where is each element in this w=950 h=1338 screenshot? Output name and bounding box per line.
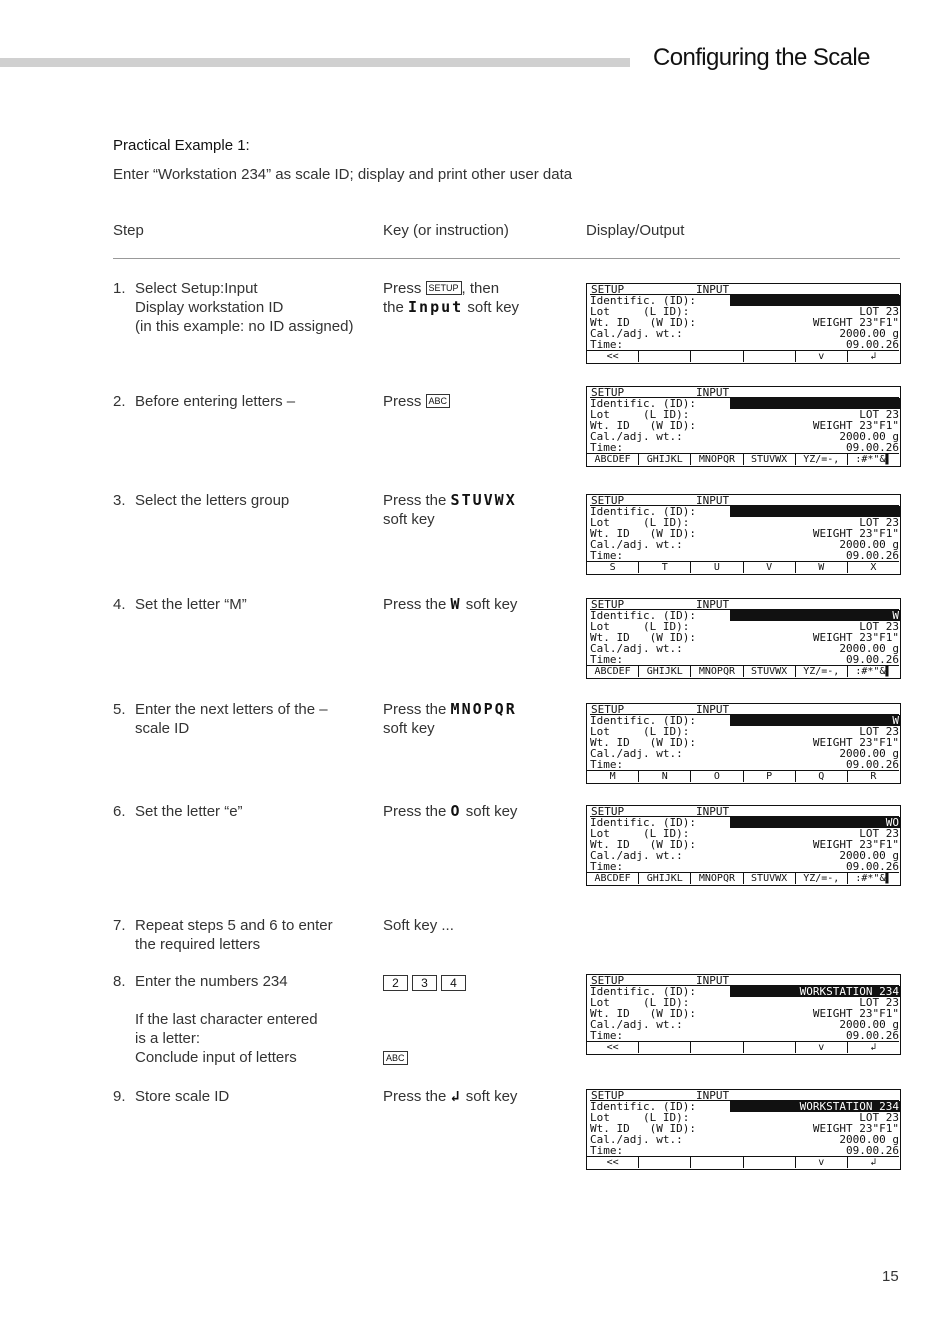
lcd-row-value: 2000.00 g	[839, 538, 899, 551]
lcd-row-label: Time:	[590, 1144, 624, 1157]
lcd-softkey[interactable]: V	[744, 562, 796, 573]
step-text: Store scale ID	[135, 1088, 230, 1105]
lcd-row-label: Time:	[590, 758, 624, 771]
key-text: Press the	[383, 596, 447, 613]
step-number: 4.	[113, 596, 126, 613]
lcd-row-label: Cal./adj. wt.:	[590, 430, 683, 443]
lcd-header-left: SETUP	[591, 974, 625, 987]
lcd-softkey[interactable]: ABCDEF	[587, 454, 639, 465]
lcd-display	[586, 386, 901, 467]
lcd-softkey[interactable]: STUVWX	[744, 666, 796, 677]
lcd-row-value: 09.00.26	[846, 860, 899, 873]
lcd-softkey[interactable]: GHIJKL	[639, 666, 691, 677]
mnopqr-softkey-label: MNOPQR	[450, 700, 517, 718]
lcd-row-value: LOT 23	[859, 408, 899, 421]
lcd-display	[586, 974, 901, 1055]
step-text: Before entering letters –	[135, 393, 296, 410]
lcd-row-label: Wt. ID (W ID):	[590, 419, 696, 432]
lcd-softkey-bar	[587, 1156, 899, 1168]
lcd-softkey[interactable]	[639, 351, 691, 362]
lcd-row-label: Lot (L ID):	[590, 408, 690, 421]
lcd-row-value: LOT 23	[859, 827, 899, 840]
page-number: 15	[882, 1268, 899, 1285]
lcd-row-label: Time:	[590, 549, 624, 562]
enter-softkey-label: ↲	[450, 1087, 462, 1105]
lcd-row-label: Wt. ID (W ID):	[590, 838, 696, 851]
step-text: is a letter:	[135, 1030, 201, 1047]
lcd-row-label: Time:	[590, 1029, 624, 1042]
key-text: Press the	[383, 803, 447, 820]
lcd-row-label: Time:	[590, 338, 624, 351]
header-bar	[0, 58, 630, 67]
lcd-row-value: 2000.00 g	[839, 430, 899, 443]
step-number: 6.	[113, 803, 126, 820]
step-text: Select the letters group	[135, 492, 290, 509]
lcd-softkey[interactable]: N	[639, 771, 691, 782]
lcd-row	[590, 1145, 899, 1156]
step-spacer	[135, 991, 318, 1010]
lcd-row-value: 09.00.26	[846, 441, 899, 454]
lcd-softkey[interactable]: <<	[587, 351, 639, 362]
example-subtitle: Enter “Workstation 234” as scale ID; display and print other user data	[113, 166, 573, 183]
step-text: Enter the numbers 234	[135, 973, 288, 990]
key-text: Press	[383, 393, 422, 410]
lcd-row-value: LOT 23	[859, 725, 899, 738]
lcd-softkey[interactable]: X	[870, 562, 877, 573]
lcd-row-label: Time:	[590, 860, 624, 873]
lcd-row-value: WEIGHT 23"F1"	[812, 316, 899, 329]
lcd-row-label: Wt. ID (W ID):	[590, 736, 696, 749]
lcd-softkey[interactable]: :#*"&▌	[855, 454, 892, 465]
lcd-softkey[interactable]: O	[691, 771, 743, 782]
lcd-row-value: 09.00.26	[846, 758, 899, 771]
header-rule	[113, 258, 900, 259]
step-text: Set the letter “e”	[135, 803, 243, 820]
lcd-softkey[interactable]: YZ/=-,	[796, 873, 848, 884]
key-text: Press	[383, 280, 422, 297]
step-text: Set the letter “M”	[135, 596, 247, 613]
lcd-row	[590, 1030, 899, 1041]
lcd-softkey[interactable]: M	[587, 771, 639, 782]
lcd-row-value: LOT 23	[859, 305, 899, 318]
step-number: 7.	[113, 917, 126, 934]
lcd-header-left: SETUP	[591, 598, 625, 611]
lcd-row-value: 09.00.26	[846, 653, 899, 666]
lcd-header-right: INPUT	[696, 494, 730, 507]
lcd-header-left: SETUP	[591, 1089, 625, 1102]
lcd-softkey[interactable]: v	[796, 1157, 848, 1168]
step-number: 2.	[113, 393, 126, 410]
lcd-row-label: Cal./adj. wt.:	[590, 1018, 683, 1031]
lcd-softkey-bar	[587, 665, 899, 677]
lcd-row-label: Wt. ID (W ID):	[590, 1007, 696, 1020]
lcd-softkey[interactable]	[744, 1042, 796, 1053]
key-instruction-2	[383, 392, 450, 411]
lcd-row-label: Time:	[590, 653, 624, 666]
lcd-row	[590, 759, 899, 770]
lcd-row-value: 2000.00 g	[839, 747, 899, 760]
key-text: soft key	[383, 511, 435, 528]
step-text: If the last character entered	[135, 1011, 318, 1028]
lcd-row-label: Lot (L ID):	[590, 620, 690, 633]
column-header-key: Key (or instruction)	[383, 222, 509, 239]
lcd-softkey[interactable]: R	[870, 771, 877, 782]
lcd-row	[590, 339, 899, 350]
key-instruction-8b	[383, 1049, 408, 1068]
lcd-softkey[interactable]: <<	[587, 1042, 639, 1053]
lcd-header-right: INPUT	[696, 805, 730, 818]
lcd-id-input-field[interactable]: WORKSTATION 234	[730, 986, 901, 997]
lcd-row-value: LOT 23	[859, 516, 899, 529]
lcd-softkey[interactable]: v	[796, 351, 848, 362]
step-text: Conclude input of letters	[135, 1049, 297, 1066]
lcd-display	[586, 805, 901, 886]
lcd-softkey-bar	[587, 561, 899, 573]
page-title: Configuring the Scale	[653, 44, 870, 71]
lcd-row-value: WEIGHT 23"F1"	[812, 1007, 899, 1020]
lcd-softkey[interactable]: ABCDEF	[587, 873, 639, 884]
lcd-row-value: 2000.00 g	[839, 327, 899, 340]
number-key-2[interactable]: 2	[383, 975, 408, 991]
lcd-softkey[interactable]: GHIJKL	[639, 454, 691, 465]
key-text: soft key	[465, 1088, 518, 1105]
lcd-row-value: LOT 23	[859, 996, 899, 1009]
lcd-row-label: Identific. (ID):	[590, 397, 696, 410]
key-text: soft key	[465, 596, 518, 613]
lcd-softkey[interactable]	[744, 1157, 796, 1168]
lcd-softkey-bar	[587, 872, 899, 884]
lcd-softkey[interactable]: :#*"&▌	[855, 873, 892, 884]
lcd-row-label: Wt. ID (W ID):	[590, 527, 696, 540]
lcd-softkey[interactable]: STUVWX	[744, 873, 796, 884]
lcd-header-right: INPUT	[696, 974, 730, 987]
setup-key[interactable]: SETUP	[426, 281, 462, 295]
lcd-row-value: WEIGHT 23"F1"	[812, 736, 899, 749]
lcd-row-value: 09.00.26	[846, 549, 899, 562]
column-header-display: Display/Output	[586, 222, 685, 239]
lcd-row-label: Cal./adj. wt.:	[590, 1133, 683, 1146]
lcd-header-right: INPUT	[696, 1089, 730, 1102]
lcd-softkey[interactable]: ↲	[870, 351, 877, 362]
lcd-softkey[interactable]: U	[691, 562, 743, 573]
lcd-row-value: 09.00.26	[846, 1029, 899, 1042]
key-text: soft key	[465, 803, 518, 820]
lcd-softkey[interactable]: MNOPQR	[691, 873, 743, 884]
lcd-row-value: WEIGHT 23"F1"	[812, 419, 899, 432]
lcd-softkey-bar	[587, 350, 899, 362]
key-text: soft key	[467, 299, 520, 316]
number-key-4[interactable]: 4	[441, 975, 466, 991]
abc-key[interactable]: ABC	[383, 1051, 408, 1065]
lcd-softkey[interactable]	[639, 1042, 691, 1053]
lcd-row-label: Time:	[590, 441, 624, 454]
key-instruction-4	[383, 595, 517, 614]
lcd-softkey[interactable]	[639, 1157, 691, 1168]
lcd-row-label: Identific. (ID):	[590, 505, 696, 518]
step-text: Repeat steps 5 and 6 to enter	[135, 917, 333, 934]
lcd-softkey-bar	[587, 1041, 899, 1053]
lcd-id-input-field[interactable]: W	[730, 715, 901, 726]
lcd-softkey[interactable]: v	[796, 1042, 848, 1053]
key-text: the	[383, 299, 404, 316]
lcd-row-label: Wt. ID (W ID):	[590, 1122, 696, 1135]
lcd-row-label: Cal./adj. wt.:	[590, 747, 683, 760]
column-header-step: Step	[113, 222, 144, 239]
lcd-softkey[interactable]: W	[796, 562, 848, 573]
lcd-softkey[interactable]: ↲	[870, 1042, 877, 1053]
step-text: scale ID	[135, 720, 190, 737]
lcd-row-value: 2000.00 g	[839, 642, 899, 655]
lcd-row-label: Lot (L ID):	[590, 996, 690, 1009]
lcd-display	[586, 494, 901, 575]
step-text: Display workstation ID	[135, 299, 284, 316]
number-key-3[interactable]: 3	[412, 975, 437, 991]
key-text: soft key	[383, 720, 435, 737]
key-text: Press the	[383, 1088, 447, 1105]
lcd-softkey-bar	[587, 770, 899, 782]
lcd-display	[586, 598, 901, 679]
lcd-header-right: INPUT	[696, 598, 730, 611]
key-instruction-1	[383, 279, 519, 317]
lcd-row-label: Lot (L ID):	[590, 305, 690, 318]
lcd-row-value: 2000.00 g	[839, 1018, 899, 1031]
lcd-row-value: 09.00.26	[846, 1144, 899, 1157]
lcd-row-label: Cal./adj. wt.:	[590, 642, 683, 655]
lcd-row-label: Lot (L ID):	[590, 725, 690, 738]
lcd-row-value: WEIGHT 23"F1"	[812, 1122, 899, 1135]
step-text: Select Setup:Input	[135, 280, 258, 297]
lcd-row-label: Identific. (ID):	[590, 609, 696, 622]
lcd-header-right: INPUT	[696, 703, 730, 716]
lcd-row-label: Lot (L ID):	[590, 827, 690, 840]
key-instruction-9	[383, 1087, 517, 1106]
lcd-softkey[interactable]: Q	[796, 771, 848, 782]
lcd-softkey[interactable]: T	[639, 562, 691, 573]
input-softkey-label: Input	[408, 298, 464, 316]
lcd-softkey[interactable]: GHIJKL	[639, 873, 691, 884]
key-instruction-6	[383, 802, 517, 821]
lcd-row	[590, 442, 899, 453]
lcd-row-label: Lot (L ID):	[590, 516, 690, 529]
lcd-row-label: Identific. (ID):	[590, 816, 696, 829]
lcd-row-value: WEIGHT 23"F1"	[812, 838, 899, 851]
lcd-row-label: Wt. ID (W ID):	[590, 631, 696, 644]
lcd-header-right: INPUT	[696, 283, 730, 296]
lcd-softkey[interactable]: ↲	[870, 1157, 877, 1168]
lcd-display	[586, 1089, 901, 1170]
step-number: 1.	[113, 280, 126, 297]
lcd-row-label: Identific. (ID):	[590, 985, 696, 998]
lcd-softkey[interactable]: <<	[587, 1157, 639, 1168]
lcd-row-label: Cal./adj. wt.:	[590, 538, 683, 551]
lcd-id-input-field[interactable]: W	[730, 610, 901, 621]
lcd-softkey[interactable]: P	[744, 771, 796, 782]
step-text: the required letters	[135, 936, 261, 953]
lcd-row-label: Wt. ID (W ID):	[590, 316, 696, 329]
key-instruction-5	[383, 700, 517, 738]
lcd-softkey[interactable]: MNOPQR	[691, 454, 743, 465]
stuvwx-softkey-label: STUVWX	[450, 491, 517, 509]
lcd-softkey[interactable]: :#*"&▌	[855, 666, 892, 677]
lcd-row-label: Cal./adj. wt.:	[590, 327, 683, 340]
step-number: 5.	[113, 701, 126, 718]
step-text: (in this example: no ID assigned)	[135, 318, 354, 335]
lcd-display	[586, 703, 901, 784]
lcd-display	[586, 283, 901, 364]
abc-key[interactable]: ABC	[426, 394, 451, 408]
lcd-row	[590, 861, 899, 872]
lcd-row-label: Identific. (ID):	[590, 294, 696, 307]
key-text: , then	[461, 280, 500, 297]
example-title: Practical Example 1:	[113, 137, 250, 154]
lcd-header-left: SETUP	[591, 805, 625, 818]
key-instruction-8	[383, 973, 470, 992]
lcd-row-value: WEIGHT 23"F1"	[812, 631, 899, 644]
lcd-softkey[interactable]	[691, 1042, 743, 1053]
lcd-row	[590, 654, 899, 665]
lcd-header-right: INPUT	[696, 386, 730, 399]
lcd-row	[590, 550, 899, 561]
lcd-row-value: 2000.00 g	[839, 1133, 899, 1146]
lcd-row-value: 09.00.26	[846, 338, 899, 351]
lcd-header-left: SETUP	[591, 494, 625, 507]
lcd-softkey[interactable]	[691, 1157, 743, 1168]
lcd-row-value: 2000.00 g	[839, 849, 899, 862]
lcd-softkey[interactable]: ABCDEF	[587, 666, 639, 677]
lcd-header-left: SETUP	[591, 386, 625, 399]
lcd-row-label: Cal./adj. wt.:	[590, 849, 683, 862]
step-text: Enter the next letters of the –	[135, 701, 328, 718]
lcd-id-input-field[interactable]: WORKSTATION 234	[730, 1101, 901, 1112]
key-instruction-3	[383, 491, 517, 529]
key-text: Press the	[383, 701, 447, 718]
step-number: 8.	[113, 973, 126, 990]
lcd-softkey[interactable]: YZ/=-,	[796, 454, 848, 465]
lcd-row-value: LOT 23	[859, 1111, 899, 1124]
lcd-softkey[interactable]: MNOPQR	[691, 666, 743, 677]
lcd-row-value: LOT 23	[859, 620, 899, 633]
lcd-row-label: Lot (L ID):	[590, 1111, 690, 1124]
lcd-row-label: Identific. (ID):	[590, 1100, 696, 1113]
lcd-softkey[interactable]	[691, 351, 743, 362]
lcd-softkey[interactable]: YZ/=-,	[796, 666, 848, 677]
step-number: 3.	[113, 492, 126, 509]
lcd-softkey-bar	[587, 453, 899, 465]
lcd-header-left: SETUP	[591, 283, 625, 296]
w-softkey-label: W	[450, 595, 462, 613]
lcd-row-label: Identific. (ID):	[590, 714, 696, 727]
lcd-softkey[interactable]: STUVWX	[744, 454, 796, 465]
o-softkey-label: O	[450, 802, 462, 820]
lcd-softkey[interactable]	[744, 351, 796, 362]
lcd-row-value: WEIGHT 23"F1"	[812, 527, 899, 540]
key-text: Press the	[383, 492, 447, 509]
lcd-header-left: SETUP	[591, 703, 625, 716]
key-instruction-7: Soft key ...	[383, 917, 454, 934]
lcd-softkey[interactable]: S	[587, 562, 639, 573]
lcd-id-input-field[interactable]: WO	[730, 817, 901, 828]
step-number: 9.	[113, 1088, 126, 1105]
